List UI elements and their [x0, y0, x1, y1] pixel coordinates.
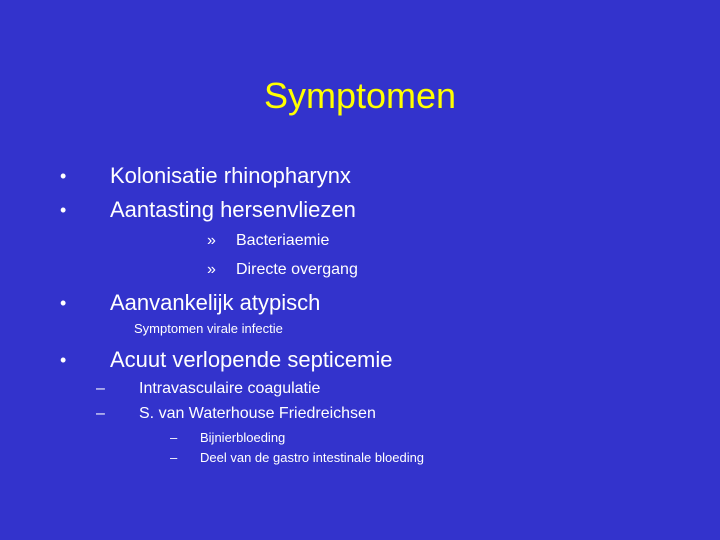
sub-bullet-marker: »	[207, 261, 216, 278]
bullet-text: Aantasting hersenvliezen	[110, 197, 356, 222]
sub-bullet-text: Intravasculaire coagulatie	[139, 380, 321, 397]
bullet-marker: •	[60, 166, 67, 186]
sub-sub-bullet-marker: –	[170, 430, 178, 445]
sub-bullet-marker: –	[96, 405, 105, 422]
sub-bullet-marker: –	[96, 380, 105, 397]
sub-bullet-text: Bacteriaemie	[236, 232, 330, 249]
sub-sub-bullet-text: Bijnierbloeding	[200, 430, 286, 445]
slide-title: Symptomen	[263, 75, 457, 116]
bullet-text: Kolonisatie rhinopharynx	[110, 163, 351, 188]
sub-bullet-marker: »	[207, 232, 216, 249]
sub-sub-bullet-text: Deel van de gastro intestinale bloeding	[200, 450, 425, 465]
bullet-marker: •	[60, 350, 67, 370]
sub-bullet-text: S. van Waterhouse Friedreichsen	[139, 405, 376, 422]
sub-bullet-text: Directe overgang	[236, 261, 358, 278]
bullet-text: Aanvankelijk atypisch	[110, 290, 321, 315]
bullet-marker: •	[60, 293, 67, 313]
bullet-marker: •	[60, 200, 67, 220]
sub-text: Symptomen virale infectie	[134, 321, 283, 336]
sub-sub-bullet-marker: –	[170, 450, 178, 465]
bullet-text: Acuut verlopende septicemie	[110, 347, 393, 372]
